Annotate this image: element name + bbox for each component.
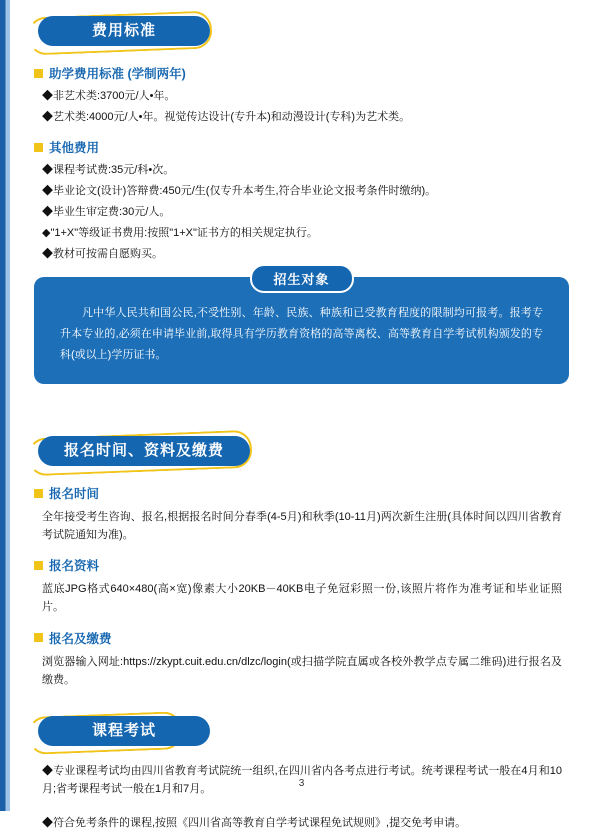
admission-target-box (34, 272, 569, 384)
subheading-registration-materials (34, 556, 579, 574)
subheading-label: 报名时间 (49, 487, 100, 501)
subheading-label: 报名及缴费 (49, 631, 112, 646)
section-title-exam: 课程考试 (38, 716, 210, 746)
page-number: 3 (298, 778, 305, 789)
left-edge-decoration (0, 0, 10, 811)
registration-materials-text: 蓝底JPG格式640×480(高×宽)像素大小20KB－40KB电子免冠彩照一份,该照片将作为准考证和毕业证照片。 (42, 583, 562, 614)
section-title-registration: 报名时间、资料及缴费 (38, 436, 250, 466)
fee-line: ◆艺术类:4000元/人•年。视觉传达设计(专升本)和动漫设计(专科)为艺术类。 (42, 111, 411, 124)
registration-payment-text: 浏览器输入网址:https://zkypt.cuit.edu.cn/dlzc/login(或扫描学院直属或各校外教学点专属二维码)进行报名及缴费。 (42, 655, 562, 686)
section-header-fees (24, 14, 579, 52)
subheading-label: 助学费用标准 (学制两年) (49, 67, 186, 81)
section-header-registration (24, 434, 579, 472)
square-marker-icon (34, 143, 43, 152)
square-marker-icon (34, 69, 43, 78)
page-content (10, 0, 603, 835)
subheading-label: 其他费用 (49, 141, 100, 156)
fee-line: ◆课程考试费:35元/科•次。 (42, 164, 175, 177)
square-marker-icon (34, 633, 43, 642)
registration-time-text: 全年接受考生咨询、报名,根据报名时间分春季(4-5月)和秋季(10-11月)两次新生注册(具体时间以四川省教育考试院通知为准)。 (42, 511, 562, 542)
square-marker-icon (34, 489, 43, 498)
subheading-other-fees (34, 138, 579, 156)
fee-line: ◆毕业生审定费:30元/人。 (42, 206, 171, 219)
exam-line: ◆符合免考条件的课程,按照《四川省高等教育自学考试课程免试规则》,提交免考申请。 (42, 817, 467, 830)
square-marker-icon (34, 561, 43, 570)
spacer (24, 394, 579, 434)
fee-line: ◆毕业论文(设计)答辩费:450元/生(仅专升本考生,符合毕业论文报考条件时缴纳)。 (42, 185, 437, 198)
admission-target-title: 招生对象 (249, 264, 353, 293)
exam-line: ◆专业课程考试均由四川省教育考试院统一组织,在四川省内各考点进行考试。统考课程考试一般在4月和10月;省考课程考试一般在1月和7月。 (42, 764, 562, 795)
admission-target-text: 凡中华人民共和国公民,不受性别、年龄、民族、种族和已受教育程度的限制均可报考。报考专升本专业的,必须在申请毕业前,取得具有学历教育资格的高等离校、高等教育自学考试机构颁发的专科(或以上)学历证书。 (60, 307, 543, 362)
fee-line: ◆"1+X"等级证书费用:按照"1+X"证书方的相关规定执行。 (42, 227, 318, 240)
fee-line: ◆教材可按需自愿购买。 (42, 248, 163, 261)
section-header-exam (24, 714, 579, 752)
subheading-label: 报名资料 (49, 559, 100, 574)
spacer (24, 801, 579, 811)
subheading-registration-payment (34, 629, 579, 647)
subheading-tuition-standard (34, 64, 579, 82)
spacer (24, 692, 579, 714)
section-title-fees: 费用标准 (38, 16, 210, 46)
fee-line: ◆非艺术类:3700元/人•年。 (42, 90, 176, 102)
subheading-registration-time (34, 484, 579, 502)
